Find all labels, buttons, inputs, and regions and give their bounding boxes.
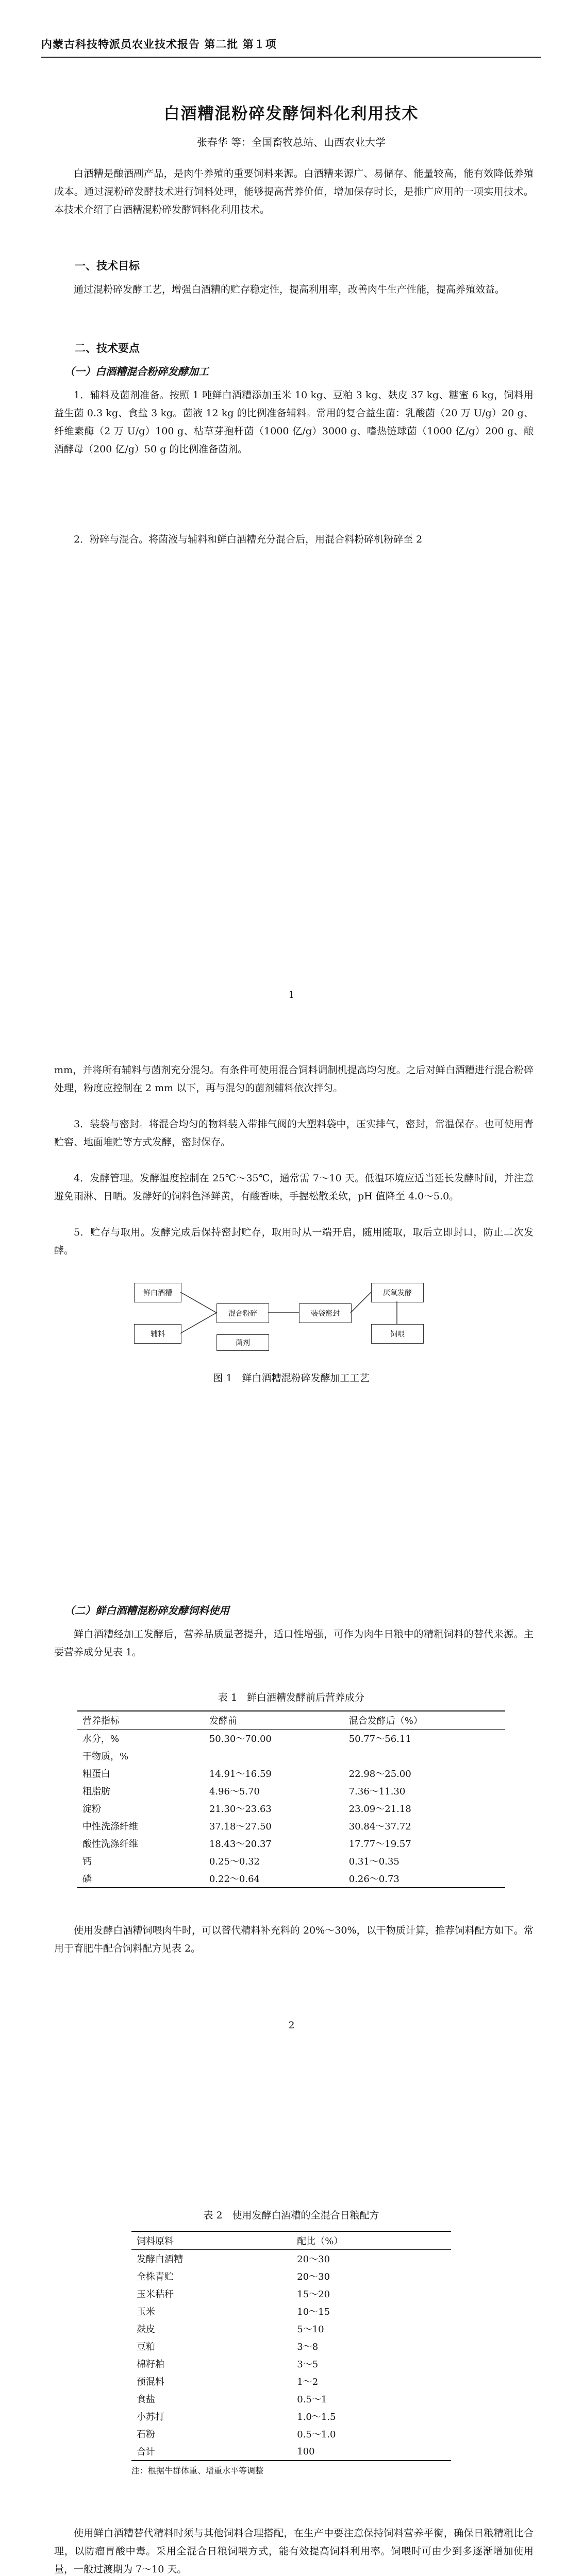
authors: 张春华 等：全国畜牧总站、山西农业大学: [196, 136, 386, 148]
table-cell: 发酵白酒糟: [137, 2254, 183, 2265]
table-cell: 磷: [82, 1874, 92, 1885]
box-feeding: 饲喂: [371, 1324, 424, 1344]
page-title: 白酒糟混粉碎发酵饲料化利用技术: [163, 105, 419, 123]
running-header: 内蒙古科技特派员农业技术报告 第二批 第１项: [41, 36, 541, 58]
table-cell: 3～8: [297, 2342, 319, 2352]
table-cell: 淀粉: [82, 1804, 101, 1815]
table-2-header-cell: 饲料原料: [137, 2236, 174, 2247]
paragraph-bagging: 3．装袋与密封。将混合均匀的物料装入带排气阀的大塑料袋中，压实排气，密封，常温保存。也可使用青贮窖、地面堆贮等方式发酵，密封保存。: [54, 1118, 534, 1148]
process-flow-diagram: [134, 1273, 443, 1355]
box-agent: 菌剂: [216, 1334, 269, 1351]
section-1-title: 一、技术目标: [75, 259, 140, 272]
table-2-note: 注：根据牛群体重、增重水平等调整: [131, 2466, 264, 2476]
table-row: [77, 1782, 505, 1800]
table-cell: 酸性洗涤纤维: [82, 1839, 138, 1850]
box-raw-distillers-grain: 鲜白酒糟: [134, 1283, 181, 1302]
paragraph-mixing: 2．粉碎与混合。将菌液与辅料和鲜白酒糟充分混合后，用混合料粉碎机粉碎至 2: [74, 534, 423, 545]
table-2-caption: 表 2 使用发酵白酒糟的全混合日粮配方: [203, 2210, 379, 2221]
table-cell: 3～5: [297, 2359, 319, 2370]
table-cell: 10～15: [297, 2307, 330, 2317]
intro-paragraph: 白酒糟是酿酒副产品，是肉牛养殖的重要饲料来源。白酒糟来源广、易储存、能量较高，能有效降低养殖成本。通过混粉碎发酵技术进行饲料处理，能够提高营养价值，增加保存时长，是推广应用的一项实用技术。本技术介绍了白酒糟混粉碎发酵饲料化利用技术。: [54, 168, 534, 215]
section-1-text: 通过混粉碎发酵工艺，增强白酒糟的贮存稳定性，提高利用率，改善肉牛生产性能，提高养殖效益。: [74, 284, 505, 295]
table-cell: 小苏打: [137, 2412, 164, 2422]
table-2-header-cell: 配比（%）: [297, 2236, 343, 2247]
paragraph-fermentation: 4．发酵管理。发酵温度控制在 25℃～35℃，通常需 7～10 天。低温环境应适当延长发酵时间，并注意避免雨淋、日晒。发酵好的饲料色泽鲜黄，有酸香味，手握松散柔软，pH 值降至 4.0～5.0。: [54, 1173, 534, 1202]
table-cell: 20～30: [297, 2272, 330, 2282]
paragraph-storage: 5．贮存与取用。发酵完成后保持密封贮存，取用时从一端开启，随用随取，取后立即封口，防止二次发酵。: [54, 1227, 534, 1256]
table-cell: 23.09～21.18: [348, 1804, 411, 1815]
subsection-1-title: （一）白酒糟混合粉碎发酵加工: [64, 365, 209, 378]
table-cell: 50.30～70.00: [209, 1734, 272, 1744]
page-number: 1: [288, 989, 295, 1001]
table-cell: 钙: [82, 1856, 92, 1867]
table-cell: 石粉: [137, 2429, 155, 2440]
page-2: [0, 1030, 583, 2061]
table-row: [131, 2267, 451, 2285]
table-cell: 7.36～11.30: [348, 1786, 406, 1797]
table-cell: 预混料: [137, 2377, 164, 2387]
table-row: [131, 2425, 451, 2443]
table-row: [131, 2372, 451, 2390]
table-cell: 豆粕: [137, 2342, 155, 2352]
table-cell: 14.91～16.59: [209, 1769, 272, 1780]
usage-paragraph: 鲜白酒糟经加工发酵后，营养品质显著提升，适口性增强，可作为肉牛日粮中的精粗饲料的替代来源。主要营养成分见表 1。: [54, 1629, 534, 1658]
table-cell: [344, 1747, 505, 1765]
table-cell: 4.96～5.70: [209, 1786, 260, 1797]
table-row: [131, 2337, 451, 2355]
table-cell: 0.31～0.35: [348, 1856, 399, 1867]
table-row: [131, 2390, 451, 2408]
table-cell: 全株青贮: [137, 2272, 174, 2282]
table-cell: 粗脂肪: [82, 1786, 110, 1797]
table-row: [131, 2408, 451, 2425]
table-cell: 18.43～20.37: [209, 1839, 272, 1850]
subsection-2-title: （二）鲜白酒糟混粉碎发酵饲料使用: [64, 1604, 229, 1617]
table-row: [131, 2443, 451, 2461]
paragraph-materials: 1．辅料及菌剂准备。按照 1 吨鲜白酒糟添加玉米 10 kg、豆粕 3 kg、麸皮 37 kg、糖蜜 6 kg，饲料用益生菌 0.3 kg、食盐 3 kg。菌液 12 kg 的比例准备辅料。常用的复合益生菌：乳酸菌（20 万 U/g）20 g、纤维素酶（2 万 U/g）100 g、枯草芽孢杆菌（1000 亿/g）3000 g、嗜热链球菌（1000 亿/g）200 g、酿酒酵母（200 亿/g）50 g 的比例准备菌剂。: [54, 389, 534, 455]
table-row: [77, 1765, 505, 1782]
table-cell: 水分，%: [82, 1734, 120, 1744]
table-cell: 粗蛋白: [82, 1769, 110, 1780]
table-cell: 干物质，%: [82, 1751, 129, 1762]
figure-1-caption: 图 1 鲜白酒糟混粉碎发酵加工工艺: [213, 1372, 370, 1384]
usage-paragraph-2: 使用发酵白酒糟饲喂肉牛时，可以替代精料补充料的 20%～30%，以干物质计算，推荐饲料配方如下。常用于育肥牛配合饲料配方见表 2。: [54, 1925, 534, 1954]
table-1-header-row: [77, 1711, 505, 1730]
table-2-header-row: [131, 2231, 451, 2250]
table-row: [77, 1870, 505, 1888]
table-cell: 合计: [137, 2447, 155, 2458]
page-number: 2: [288, 2020, 295, 2031]
table-row: [131, 2302, 451, 2320]
table-cell: 17.77～19.57: [348, 1839, 411, 1850]
table-row: [77, 1852, 505, 1870]
usage-paragraph-3: 使用鲜白酒糟替代精料时须与其他饲料合理搭配，在生产中要注意保持饲料营养平衡，确保日粮精粗比合理，以防瘤胃酸中毒。采用全混合日粮饲喂方式，能有效提高饲料利用率。饲喂时可由少到多逐渐增加使用量，一般过渡期为 7～10 天。: [54, 2528, 534, 2575]
table-cell: 0.22～0.64: [209, 1874, 260, 1885]
table-cell: 100: [297, 2446, 315, 2457]
page-1: [0, 0, 583, 1030]
table-row: [131, 2285, 451, 2302]
table-cell: 15～20: [297, 2289, 330, 2300]
table-cell: 中性洗涤纤维: [82, 1821, 138, 1832]
table-cell: 0.5～1.0: [297, 2429, 336, 2440]
table-1-header-cell: 混合发酵后（%）: [348, 1716, 423, 1726]
table-cell: 玉米秸秆: [137, 2289, 174, 2300]
table-cell: 食盐: [137, 2394, 155, 2405]
table-row: [77, 1730, 505, 1748]
table-1-caption: 表 1 鲜白酒糟发酵前后营养成分: [218, 1692, 365, 1703]
table-cell: 麸皮: [137, 2324, 155, 2335]
table-cell: 1～2: [297, 2377, 319, 2387]
table-cell: 0.5～1: [297, 2394, 327, 2405]
table-cell: 0.25～0.32: [209, 1856, 260, 1867]
table-row: [77, 1835, 505, 1852]
box-auxiliary: 辅料: [134, 1324, 181, 1344]
table-cell: 37.18～27.50: [209, 1821, 272, 1832]
table-row: [77, 1817, 505, 1835]
box-fermentation: 厌氧发酵: [371, 1283, 424, 1302]
table-cell: 50.77～56.11: [348, 1734, 411, 1744]
table-cell: 21.30～23.63: [209, 1804, 272, 1815]
table-1-header-cell: 发酵前: [209, 1716, 237, 1726]
flow-arrows: [134, 1273, 443, 1355]
table-cell: [204, 1747, 344, 1765]
paragraph-mixing-continued: mm，并将所有辅料与菌剂充分混匀。有条件可使用混合饲料调制机提高均匀度。之后对鲜白酒糟进行混合粉碎处理，粉度应控制在 2 mm 以下，再与混匀的菌剂辅料依次拌匀。: [54, 1064, 534, 1094]
table-1-header-cell: 营养指标: [82, 1716, 120, 1726]
section-2-title: 二、技术要点: [75, 342, 140, 354]
table-cell: 0.26～0.73: [348, 1874, 399, 1885]
table-row: [131, 2250, 451, 2268]
page-3: [0, 2061, 583, 2576]
table-2: [131, 2231, 451, 2476]
table-cell: 1.0～1.5: [297, 2412, 336, 2422]
box-mix-crush: 混合粉碎: [216, 1303, 269, 1323]
table-cell: 20～30: [297, 2254, 330, 2265]
table-cell: 22.98～25.00: [348, 1769, 411, 1780]
box-bagging: 装袋密封: [299, 1303, 352, 1323]
table-row: [77, 1800, 505, 1817]
table-cell: 30.84～37.72: [348, 1821, 411, 1832]
table-row: [131, 2320, 451, 2337]
table-cell: 玉米: [137, 2307, 155, 2317]
table-cell: 棉籽粕: [137, 2359, 164, 2370]
table-1: [77, 1710, 505, 1888]
table-row: [131, 2355, 451, 2372]
table-row: [77, 1747, 505, 1765]
table-cell: 5～10: [297, 2324, 324, 2335]
